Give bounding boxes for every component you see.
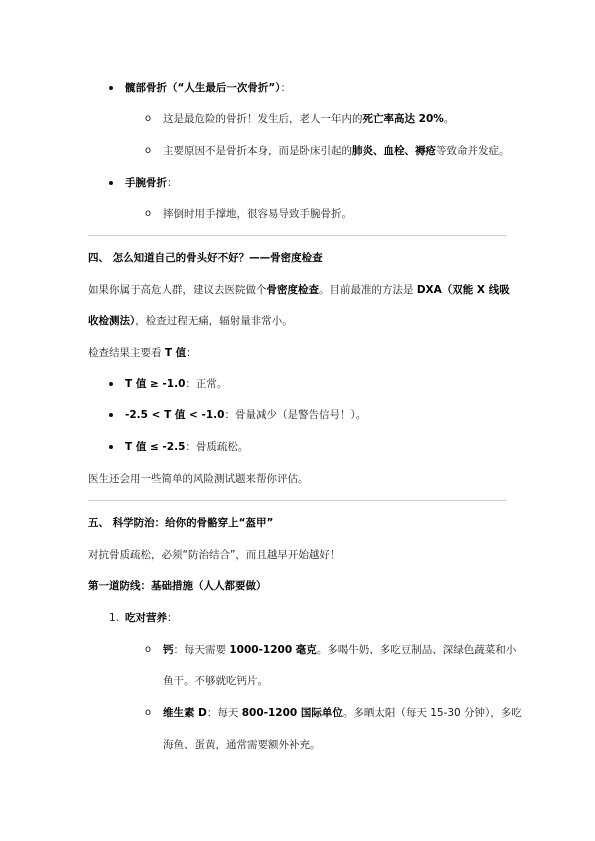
bullet-icon bbox=[109, 382, 113, 386]
circle-bullet-icon: o bbox=[145, 644, 152, 655]
list-number: 1. bbox=[109, 612, 120, 624]
section4-paragraph-1-line-1: 如果你属于高危人群，建议去医院做个骨密度检查。目前最准的方法是 DXA（双能 X 线吸 bbox=[88, 284, 510, 296]
t-score-osteopenia: -2.5 < T 值 < -1.0：骨量减少（是警告信号！）。 bbox=[125, 409, 367, 421]
hip-fracture-title: 髋部骨折（“人生最后一次骨折”）： bbox=[125, 82, 292, 94]
bullet-icon bbox=[109, 86, 113, 90]
divider bbox=[88, 235, 506, 236]
section4-heading: 四、 怎么知道自己的骨头好不好？——骨密度检查 bbox=[88, 252, 323, 264]
section4-paragraph-3: 医生还会用一些简单的风险测试题来帮你评估。 bbox=[88, 473, 309, 485]
t-score-normal: T 值 ≥ -1.0：正常。 bbox=[125, 378, 228, 390]
t-score-osteoporosis: T 值 ≤ -2.5：骨质疏松。 bbox=[125, 441, 249, 453]
section4-paragraph-2: 检查结果主要看 T 值： bbox=[88, 347, 197, 359]
bullet-icon bbox=[109, 181, 113, 185]
circle-bullet-icon: o bbox=[145, 707, 152, 718]
section5-heading: 五、 科学防治：给你的骨骼穿上“盔甲” bbox=[88, 517, 274, 529]
wrist-fracture-title: 手腕骨折： bbox=[125, 177, 178, 189]
vitamin-d-line-1: 维生素 D：每天 800-1200 国际单位。多晒太阳（每天 15-30 分钟），多吃 bbox=[163, 707, 522, 719]
section5-paragraph-1: 对抗骨质疏松，必须“防治结合”，而且越早开始越好！ bbox=[88, 549, 341, 561]
circle-bullet-icon: o bbox=[145, 208, 152, 219]
section4-paragraph-1-line-2: 收检测法），检查过程无痛，辐射量非常小。 bbox=[88, 315, 293, 327]
calcium-line-1: 钙：每天需要 1000-1200 毫克。多喝牛奶、多吃豆制品、深绿色蔬菜和小 bbox=[163, 644, 517, 656]
bullet-icon bbox=[109, 445, 113, 449]
hip-point-1: 这是最危险的骨折！发生后，老人一年内的死亡率高达 20%。 bbox=[163, 113, 455, 125]
hip-point-2: 主要原因不是骨折本身，而是卧床引起的肺炎、血栓、褥疮等致命并发症。 bbox=[163, 145, 510, 157]
circle-bullet-icon: o bbox=[145, 145, 152, 156]
bullet-icon bbox=[109, 413, 113, 417]
section5-subheading: 第一道防线：基础措施（人人都要做） bbox=[88, 580, 267, 592]
nutrition-title: 吃对营养： bbox=[125, 612, 178, 624]
circle-bullet-icon: o bbox=[145, 113, 152, 124]
wrist-point-1: 摔倒时用手撑地，很容易导致手腕骨折。 bbox=[163, 208, 352, 220]
vitamin-d-line-2: 海鱼、蛋黄，通常需要额外补充。 bbox=[163, 739, 321, 751]
calcium-line-2: 鱼干。不够就吃钙片。 bbox=[163, 675, 268, 687]
divider bbox=[88, 500, 506, 501]
